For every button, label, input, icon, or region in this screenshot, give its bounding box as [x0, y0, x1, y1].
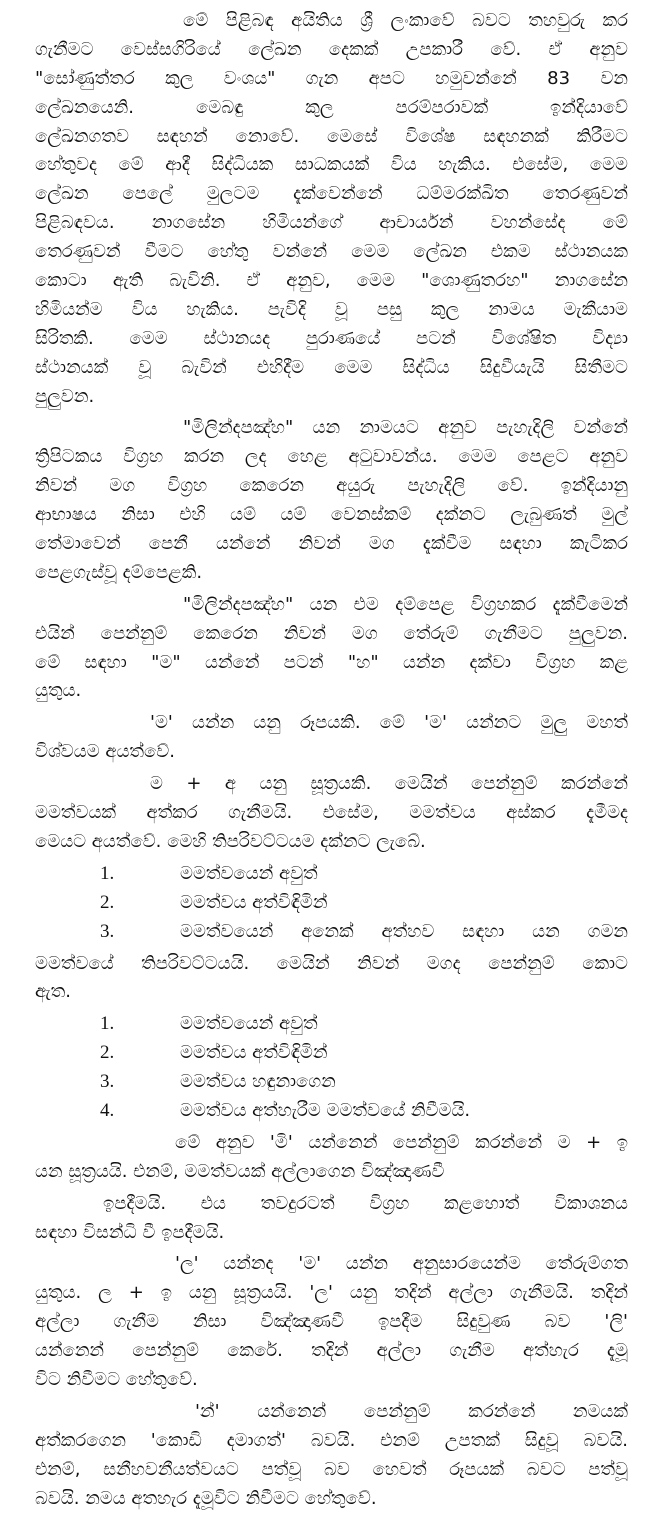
text-line: සඳහා විසන්ධි වී ඉපදීමයි. — [35, 1221, 225, 1243]
text-line: ම + අ යනු සූත්‍රයකි. මෙයින් පෙන්නුම් කරන්නේ — [150, 773, 628, 795]
paragraph — [35, 770, 628, 857]
text-line: විට නිවීමට හේතුවේ. — [35, 1368, 198, 1390]
paragraph — [35, 1398, 628, 1513]
text-line: යුතුය. ල + ඉ යනු සූත්‍රයයි. 'ල' යනු තදින් අල්ලා ගැනීමයි. තදින් — [35, 1282, 628, 1304]
text-line: බවයි. නමය අතහැර දැමූවිට නිවීමට හේතුවේ. — [35, 1487, 377, 1509]
text-line: විශ්වයම අයත්වේ. — [35, 741, 175, 763]
text-line: කොටා ඇති බැවිනි. ඒ අනුව, මෙම "ශොණුතරහ" නාගසේන — [35, 270, 628, 292]
list-item-number: 3. — [100, 1071, 115, 1093]
list-item-text: මමත්වයෙන් අනෙක් අත්හව සඳහා යන ගමන — [180, 920, 628, 942]
text-line: එයින් පෙන්නුම් කෙරෙන නිවන් මග තේරුම් ගැනීමට පුලුවන. — [35, 622, 628, 644]
list-item — [35, 1097, 628, 1126]
text-line: "මිලින්දපඤ්හ" යන එම දම්පෙළ විග්‍රහකර දැක්වීමෙන් — [183, 593, 628, 615]
text-line: තෙරණුවන් වීමට හේතු වන්නේ මෙම ලේඛන එකම ස්ථානයක — [35, 241, 628, 263]
text-line: ගැනීමට වෙස්සගිරියේ ලේඛන දෙකක් උපකාරී වේ. ඒ අනුව — [35, 38, 628, 60]
list-item-text: මමත්වයෙන් අවුත් — [180, 862, 318, 884]
text-line: නිවන් මග විග්‍රහ කෙරෙන අයුරු පැහැදිලි වේ. ඉන්දියානු — [35, 475, 628, 497]
paragraph — [35, 709, 628, 767]
text-line: මේ පිළිබඳ අයිතිය ශ්‍රී ලංකාවේ බවට තහවුරු කර — [183, 10, 628, 31]
text-line: ආභාෂය නිසා එහි යම් යම් වෙනස්කම් දක්නට ලැබුණත් මුල් — [35, 504, 628, 526]
text-line: එනම්, සනීහවනීයත්වයට පත්වූ බව හෙවත් රූපයක් බවට පත්වූ — [35, 1458, 628, 1480]
list-item-text: මමත්වය අත්විඳිමින් — [180, 891, 328, 913]
text-line: 'ල' යන්නද 'ම' යන්න අනුසාරයෙන්ම තේරුම්ගත — [175, 1253, 628, 1275]
list-item — [35, 1068, 628, 1097]
text-line: ත්‍රිපිටකය විග්‍රහ කරන ලද හෙළ අටුවාවන්ය. මෙම පෙළට අනුව — [35, 446, 628, 468]
paragraph — [35, 414, 628, 587]
paragraph — [35, 1250, 628, 1394]
text-line: පෙළගැස්වූ දම්පෙළකි. — [35, 561, 203, 583]
list-item-text: මමත්වය අත්විඳිමින් — [180, 1042, 328, 1064]
text-line: මමත්වයේ තිපරිවට්ටයයි. මෙයින් නිවන් මගද පෙන්නුම් කොට — [35, 952, 628, 974]
list-item — [35, 1039, 628, 1068]
paragraph — [35, 7, 628, 411]
text-line: අල්ලා ගැනීම නිසා විඤ්ඤාණවී ඉපදීම සිදුවුණ බව 'ලි' — [35, 1311, 628, 1333]
list-item — [35, 860, 628, 889]
list-item-number: 2. — [100, 891, 115, 913]
paragraph — [35, 950, 628, 1008]
list-item-number: 3. — [100, 920, 115, 942]
paragraph — [35, 1129, 628, 1187]
text-line: ලේඛන පෙලේ මුලටම දැක්වෙන්නේ ධම්මරක්ඛිත තෙරණුවන් — [35, 183, 628, 205]
document-page — [35, 4, 628, 1513]
text-line: ඇත. — [35, 981, 71, 1003]
list-item-text: මමත්වය හඳුනාගෙන — [180, 1071, 336, 1093]
numbered-list — [35, 860, 628, 947]
text-line: යුතුය. — [35, 680, 82, 702]
text-line: සිරිතකි. මෙම ස්ථානයද පුරාණයේ පටන් විශේෂිත විද්‍යා — [35, 327, 628, 349]
paragraph — [35, 1190, 628, 1248]
text-line: 'න්' යන්නෙන් පෙන්නුම් කරන්නේ නමයක් — [195, 1400, 628, 1422]
text-line: මමත්වයක් අත්කර ගැනීමයි. එසේම, මමත්වය අස්කර දැමීමද — [35, 802, 628, 824]
text-line: ඉපදීමයි. එය තවදුරටත් විග්‍රහ කළහොත් විකාශනය — [103, 1192, 628, 1214]
list-item-text: මමත්වය අත්හැරීම මමත්වයේ නිවීමයි. — [180, 1099, 471, 1121]
text-line: ස්ථානයක් වූ බැවින් එහිදීම මෙම සිද්ධිය සිදුවීයැයි සිතීමට — [35, 356, 628, 378]
paragraph — [35, 591, 628, 707]
list-item — [35, 918, 628, 947]
list-item-number: 1. — [100, 1013, 115, 1035]
text-line: 'ම' යන්න යනු රූපයකි. මේ 'ම' යන්නට මුලු මහත් — [150, 712, 628, 734]
list-item-number: 1. — [100, 862, 115, 884]
list-item-text: මමත්වයෙන් අවුත් — [180, 1013, 318, 1035]
text-line: ලේඛනයෙනි. මෙබඳු කුල පරම්පරාවක් ඉන්දියාවේ — [35, 96, 628, 118]
text-line: "මිලින්දපඤ්හ" යන නාමයට අනුව පැහැදිලි වන්නේ — [183, 417, 628, 439]
text-line: ලේඛනගතව සඳහන් නොවේ. මෙසේ විශේෂ සඳහනක් කිරීමට — [35, 125, 628, 147]
numbered-list — [35, 1010, 628, 1126]
text-line: මේ සඳහා "ම" යන්නේ පටන් "හ" යන්න දක්වා විග්‍රහ කළ — [35, 651, 628, 673]
text-line: අත්කරගෙන 'කොඩි දමාගත්' බවයි. එනම් උපතක් සිදුවූ බවයි. — [35, 1429, 628, 1451]
list-item-number: 2. — [100, 1042, 115, 1064]
list-item-number: 4. — [100, 1099, 115, 1121]
text-line: හේතුවද මේ ආදී සිද්ධියක සාධකයක් විය හැකිය. එසේම, මෙම — [35, 154, 628, 176]
text-line: මෙයට අයත්වේ. මෙහි තිපරිවට්ටයම දක්නට ලැබේ. — [35, 830, 426, 852]
text-line: පුලුවන. — [35, 385, 95, 407]
text-line: පිළිබඳවය. නාගසේන හිමියන්ගේ ආචාර්යන් වහන්සේද මේ — [35, 212, 628, 234]
list-item — [35, 889, 628, 918]
text-line: මේ අනුව 'මි' යන්නෙන් පෙන්නුම් කරන්නේ ම + ඉ — [175, 1131, 628, 1153]
text-line: යන්නෙන් පෙන්නුම් කෙරේ. තදින් අල්ලා ගැනීම අත්හැර දැමූ — [35, 1340, 628, 1362]
list-item — [35, 1010, 628, 1039]
text-line: තේමාවෙන් පෙනී යන්නේ නිවන් මග දැක්වීම සඳහා කැටිකර — [35, 533, 628, 555]
text-line: යන සූත්‍රයයි. එනම්, මමත්වයක් අල්ලාගෙන විඤ්ඤාණවී — [35, 1160, 445, 1182]
text-line: "සෝණුත්තර කුල වංශය" ගැන අපට හමුවන්නේ 83 වන — [35, 67, 628, 89]
text-line: හිමියන්ම විය හැකිය. පැවිදි වූ පසු කුල නාමය මැකීයාම — [35, 298, 628, 320]
